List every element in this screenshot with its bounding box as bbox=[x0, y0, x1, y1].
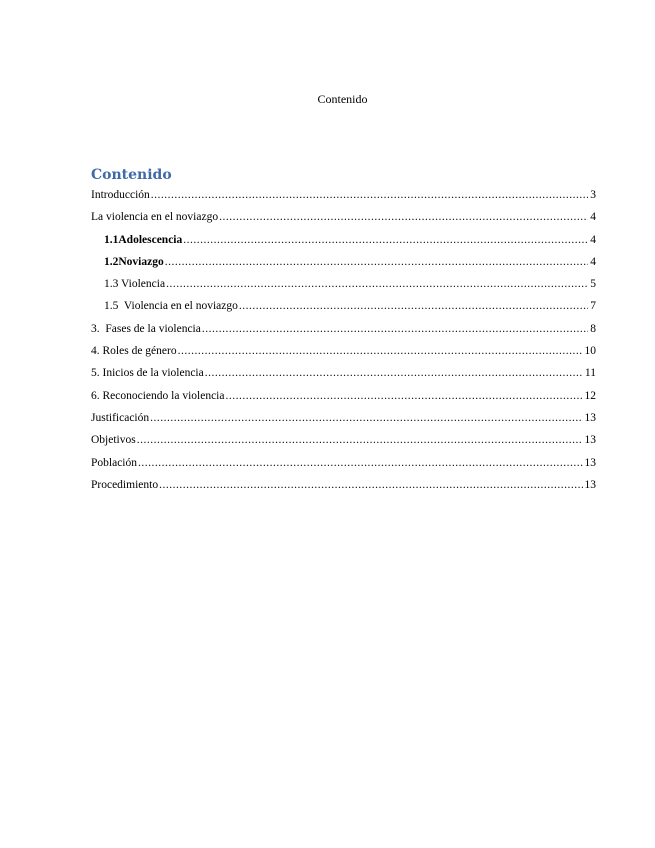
toc-entry-justificacion[interactable] bbox=[91, 409, 596, 431]
toc-dot-leader bbox=[150, 409, 582, 427]
toc-page-number: 3 bbox=[590, 189, 596, 201]
toc-page-number: 13 bbox=[584, 456, 596, 469]
toc-page-number: 10 bbox=[584, 345, 596, 358]
toc-entry-label: 5. Inicios de la violencia bbox=[91, 367, 204, 380]
toc-entry-label: 3. Fases de la violencia bbox=[91, 322, 201, 335]
toc-entry-label: 4. Roles de género bbox=[91, 345, 177, 358]
toc-entry-label: La violencia en el noviazgo bbox=[91, 211, 219, 224]
toc-page-number: 4 bbox=[590, 233, 596, 246]
toc-dot-leader bbox=[183, 231, 588, 249]
toc-entry-introduccion[interactable] bbox=[91, 186, 596, 208]
toc-dot-leader bbox=[166, 275, 588, 293]
toc-entry-violencia-en-el-noviazgo[interactable] bbox=[91, 297, 596, 319]
toc-entry-procedimiento[interactable] bbox=[91, 476, 596, 498]
toc-page-number: 12 bbox=[584, 389, 596, 402]
toc-entry-label: Procedimiento bbox=[91, 478, 159, 491]
toc-title: Contenido bbox=[91, 167, 172, 183]
toc-entry-label: Noviazgo bbox=[118, 255, 164, 268]
toc-entry-number: 1.2 bbox=[104, 255, 119, 268]
toc-page-number: 13 bbox=[584, 434, 596, 447]
toc-dot-leader bbox=[137, 431, 583, 449]
toc-page-number: 13 bbox=[584, 411, 596, 424]
toc-page-number: 5 bbox=[590, 278, 596, 291]
toc-dot-leader bbox=[202, 320, 588, 338]
toc-page-number: 11 bbox=[584, 367, 596, 380]
toc-entry-label: 6. Reconociendo la violencia bbox=[91, 389, 225, 402]
toc-dot-leader bbox=[159, 476, 582, 494]
toc-entry-label: 1.3 Violencia bbox=[104, 278, 166, 291]
toc-entry-label: Justificación bbox=[91, 411, 150, 424]
toc-dot-leader bbox=[178, 342, 583, 360]
toc-entry-inicios[interactable] bbox=[91, 364, 596, 386]
toc-page-number: 13 bbox=[584, 478, 596, 491]
toc-entry-roles-genero[interactable] bbox=[91, 342, 596, 364]
toc-entry-reconociendo[interactable] bbox=[91, 387, 596, 409]
toc-entry-number: 1.1 bbox=[104, 233, 119, 246]
toc-entry-label: 1.5 Violencia en el noviazgo bbox=[104, 300, 238, 313]
toc-entry-objetivos[interactable] bbox=[91, 431, 596, 453]
toc-dot-leader bbox=[165, 253, 589, 271]
toc-entry-label: Introducción bbox=[91, 189, 150, 201]
toc-page-number: 4 bbox=[590, 211, 596, 224]
toc-entry-label: Adolescencia bbox=[118, 233, 183, 246]
toc-page-number: 8 bbox=[590, 322, 596, 335]
table-of-contents bbox=[91, 186, 596, 498]
toc-entry-label: Población bbox=[91, 456, 137, 469]
toc-page-number: 4 bbox=[590, 255, 596, 268]
toc-entry-violencia[interactable] bbox=[91, 275, 596, 297]
toc-entry-poblacion[interactable] bbox=[91, 454, 596, 476]
toc-dot-leader bbox=[205, 364, 583, 382]
toc-dot-leader bbox=[225, 387, 582, 405]
toc-entry-violencia-noviazgo[interactable] bbox=[91, 208, 596, 230]
toc-page-number: 7 bbox=[590, 300, 596, 313]
page-heading: Contenido bbox=[317, 92, 368, 106]
toc-dot-leader bbox=[138, 454, 583, 472]
toc-entry-fases[interactable] bbox=[91, 320, 596, 342]
toc-dot-leader bbox=[239, 297, 588, 315]
toc-entry-noviazgo[interactable] bbox=[91, 253, 596, 275]
toc-entry-label: Objetivos bbox=[91, 434, 136, 447]
toc-entry-adolescencia[interactable] bbox=[91, 231, 596, 253]
toc-dot-leader bbox=[219, 208, 588, 226]
toc-dot-leader bbox=[151, 186, 588, 204]
